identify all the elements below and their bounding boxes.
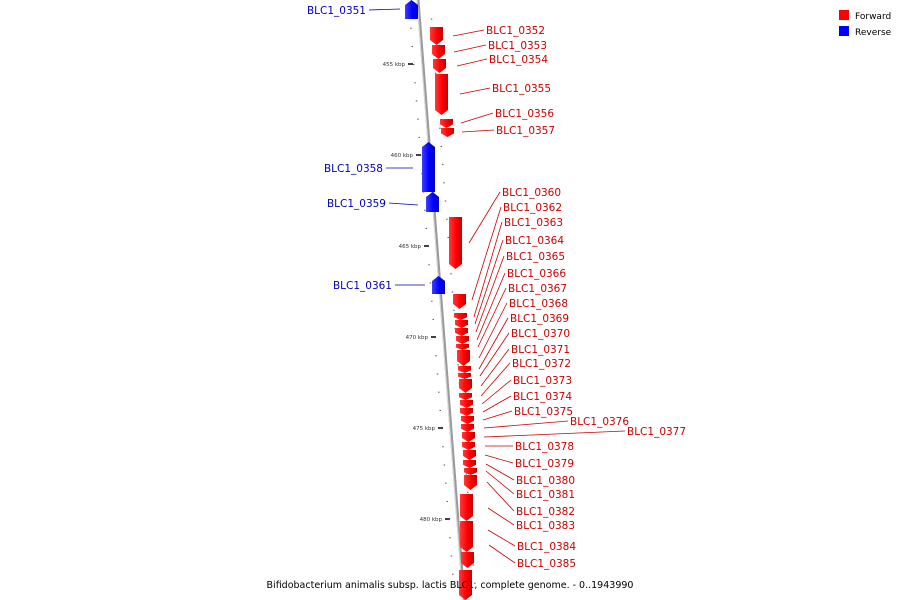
forward-gene-label: BLC1_0382: [516, 506, 576, 518]
forward-gene-label: BLC1_0385: [517, 558, 577, 570]
forward-gene-arrow: [459, 393, 472, 400]
forward-gene-label: BLC1_0354: [489, 54, 549, 66]
forward-gene-label: BLC1_0380: [516, 475, 576, 487]
forward-gene-label: BLC1_0364: [505, 235, 565, 247]
forward-gene-label: BLC1_0366: [507, 268, 567, 280]
forward-label-leader: [488, 530, 515, 546]
forward-gene-arrow: [460, 494, 473, 521]
forward-label-leader: [457, 59, 487, 66]
tick-label: 480 kbp: [419, 517, 442, 523]
forward-label-leader: [487, 482, 514, 511]
forward-gene-label: BLC1_0372: [512, 358, 572, 370]
forward-label-leader: [472, 207, 501, 300]
forward-gene-label: BLC1_0353: [488, 40, 548, 52]
forward-gene-label: BLC1_0373: [513, 375, 573, 387]
forward-gene-arrow: [454, 313, 467, 320]
legend-forward-swatch: [839, 10, 849, 20]
reverse-gene-label: BLC1_0358: [323, 163, 383, 175]
forward-gene-arrow: [458, 366, 471, 373]
tick-label: 460 kbp: [390, 153, 413, 159]
forward-label-leader: [488, 508, 514, 525]
forward-gene-arrow: [430, 27, 443, 45]
forward-gene-label: BLC1_0374: [513, 391, 573, 403]
forward-label-leader: [485, 455, 513, 463]
forward-gene-arrow: [458, 373, 471, 379]
forward-gene-label: BLC1_0355: [492, 83, 552, 95]
legend-reverse-label: Reverse: [855, 28, 892, 38]
forward-gene-arrow: [460, 400, 473, 408]
forward-gene-arrow: [449, 217, 462, 269]
reverse-label-leader: [369, 9, 400, 10]
forward-gene-arrow: [462, 432, 475, 442]
tick-label: 455 kbp: [382, 62, 405, 68]
tick-label: 470 kbp: [405, 335, 428, 341]
reverse-gene-label: BLC1_0361: [332, 280, 392, 292]
forward-label-leader: [453, 30, 484, 36]
reverse-gene-arrow: [432, 276, 445, 294]
forward-gene-label: BLC1_0375: [514, 406, 574, 418]
forward-gene-arrow: [435, 74, 448, 115]
forward-gene-label: BLC1_0352: [486, 25, 546, 37]
forward-gene-label: BLC1_0363: [504, 217, 564, 229]
forward-label-leader: [460, 88, 490, 94]
forward-label-leader: [483, 411, 512, 420]
forward-gene-arrow: [455, 328, 468, 336]
forward-gene-arrow: [433, 59, 446, 73]
forward-gene-label: BLC1_0371: [511, 344, 571, 356]
legend-forward-label: Forward: [855, 12, 892, 22]
forward-label-leader: [469, 192, 500, 243]
forward-gene-label: BLC1_0378: [515, 441, 575, 453]
forward-gene-arrow: [460, 408, 473, 416]
forward-label-leader: [474, 222, 502, 317]
reverse-gene-label: BLC1_0351: [306, 5, 366, 17]
forward-gene-label: BLC1_0365: [506, 251, 566, 263]
forward-gene-label: BLC1_0376: [570, 416, 630, 428]
reverse-gene-label: BLC1_0359: [326, 198, 386, 210]
forward-gene-arrow: [456, 344, 469, 350]
forward-gene-label: BLC1_0356: [495, 108, 555, 120]
forward-gene-label: BLC1_0362: [503, 202, 563, 214]
forward-gene-arrow: [456, 336, 469, 344]
forward-gene-label: BLC1_0367: [508, 283, 568, 295]
forward-label-leader: [478, 288, 506, 347]
tick-label: 475 kbp: [412, 426, 435, 432]
forward-label-leader: [461, 113, 493, 123]
forward-gene-arrow: [459, 379, 472, 393]
legend: [839, 10, 892, 38]
forward-label-leader: [462, 130, 494, 132]
forward-label-leader: [482, 380, 511, 404]
forward-gene-arrow: [463, 450, 476, 460]
genome-caption: Bifidobacterium animalis subsp. lactis BLC1, complete genome. - 0..1943990: [266, 580, 634, 591]
forward-label-leader: [479, 303, 507, 358]
forward-gene-label: BLC1_0379: [515, 458, 575, 470]
forward-gene-label: BLC1_0370: [511, 328, 571, 340]
forward-gene-arrow: [461, 416, 474, 424]
forward-gene-label: BLC1_0357: [496, 125, 556, 137]
forward-gene-arrow: [432, 45, 445, 59]
forward-gene-label: BLC1_0383: [516, 520, 576, 532]
reverse-gene-arrow: [422, 142, 435, 192]
forward-label-leader: [484, 431, 625, 437]
forward-gene-arrow: [461, 552, 474, 568]
forward-gene-arrow: [461, 424, 474, 432]
forward-gene-arrow: [462, 442, 475, 450]
forward-gene-arrow: [440, 119, 453, 128]
forward-gene-arrow: [453, 294, 466, 309]
forward-label-leader: [454, 45, 486, 52]
forward-gene-label: BLC1_0360: [502, 187, 562, 199]
forward-gene-arrow: [455, 320, 468, 328]
forward-gene-arrow: [463, 460, 476, 468]
forward-label-leader: [483, 396, 511, 412]
legend-reverse-swatch: [839, 26, 849, 36]
forward-label-leader: [486, 471, 514, 494]
forward-gene-arrow: [460, 521, 473, 552]
forward-gene-label: BLC1_0377: [627, 426, 687, 438]
forward-gene-arrow: [441, 128, 454, 137]
reverse-gene-arrow: [405, 0, 418, 19]
forward-gene-label: BLC1_0369: [510, 313, 570, 325]
forward-label-leader: [486, 464, 514, 480]
gene-labels: [307, 5, 686, 570]
forward-gene-label: BLC1_0384: [517, 541, 577, 553]
forward-gene-label: BLC1_0381: [516, 489, 576, 501]
forward-gene-label: BLC1_0368: [509, 298, 569, 310]
reverse-gene-arrow: [426, 192, 439, 212]
reverse-label-leader: [389, 203, 418, 205]
forward-label-leader: [484, 421, 568, 428]
forward-gene-arrow: [457, 350, 470, 366]
forward-gene-arrow: [464, 475, 477, 490]
forward-label-leader: [476, 256, 504, 332]
tick-label: 465 kbp: [398, 244, 421, 250]
forward-label-leader: [489, 545, 515, 563]
